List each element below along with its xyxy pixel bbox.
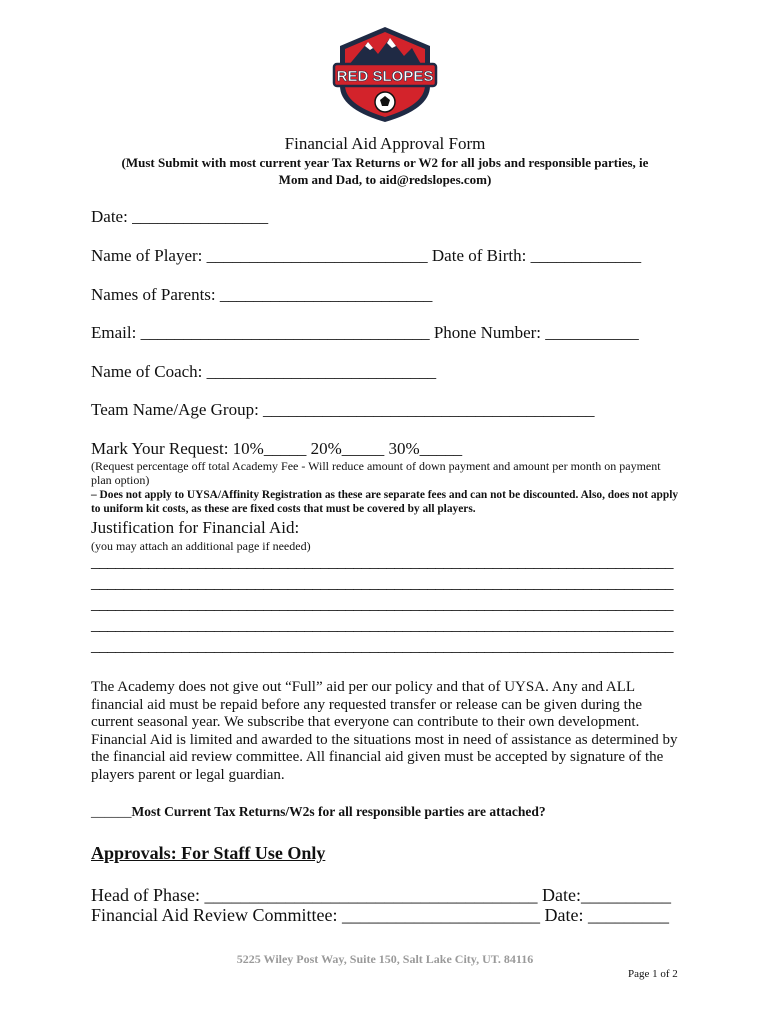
justification-hint: (you may attach an additional page if needed): [91, 539, 311, 553]
coach-field[interactable]: Name of Coach: ___________________________: [91, 362, 437, 381]
page-number: Page 1 of 2: [628, 968, 678, 980]
exclusion-note: – Does not apply to UYSA/Affinity Registration as these are separate fees and can not be discounted. Also, does not apply to uniform kit costs, as these are fixed costs that must be covered by all players.: [91, 489, 679, 515]
team-field[interactable]: Team Name/Age Group: _______________________________________: [91, 400, 595, 419]
request-field[interactable]: Mark Your Request: 10%_____ 20%_____ 30%_____: [91, 439, 463, 458]
justification-line[interactable]: _______________________________________________________________________: [91, 552, 674, 571]
review-committee-field[interactable]: Financial Aid Review Committee: ______________________ Date: _________: [91, 905, 669, 925]
form-subtitle: [90, 154, 680, 188]
request-note: (Request percentage off total Academy Fee - Will reduce amount of down payment and amount per month on payment plan option): [91, 459, 661, 487]
justification-line[interactable]: _______________________________________________________________________: [91, 615, 674, 634]
player-name-field[interactable]: Name of Player: __________________________ Date of Birth: _____________: [91, 246, 642, 265]
justification-line[interactable]: _______________________________________________________________________: [91, 636, 674, 655]
justification-line[interactable]: _______________________________________________________________________: [91, 573, 674, 592]
policy-paragraph: The Academy does not give out “Full” aid per our policy and that of UYSA. Any and ALL financial aid must be repaid before any requested transfer or release can be given during the current seasonal year. We subscribe that everyone can contribute to their own development. Financial Aid is limited and awarded to the situations most in need of assistance as determined by the financial aid review committee. All financial aid given must be accepted by signature of the players parent or legal guardian.: [91, 679, 678, 783]
form-title: Financial Aid Approval Form: [284, 134, 486, 153]
head-of-phase-field[interactable]: Head of Phase: _____________________________________ Date:__________: [91, 885, 671, 905]
parents-field[interactable]: Names of Parents: _________________________: [91, 285, 433, 304]
email-phone-field[interactable]: Email: __________________________________ Phone Number: ___________: [91, 323, 639, 342]
subtitle-line-2: Mom and Dad, to aid@redslopes.com): [278, 172, 492, 187]
tax-return-blank[interactable]: ______: [91, 804, 132, 819]
tax-return-label: Most Current Tax Returns/W2s for all responsible parties are attached?: [131, 804, 546, 819]
subtitle-line-1: (Must Submit with most current year Tax Returns or W2 for all jobs and responsible parties, ie: [121, 155, 649, 170]
red-slopes-logo: [330, 24, 440, 124]
svg-text:RED SLOPES: RED SLOPES: [336, 68, 434, 85]
footer-address: 5225 Wiley Post Way, Suite 150, Salt Lake City, UT. 84116: [236, 952, 534, 966]
justification-line[interactable]: _______________________________________________________________________: [91, 594, 674, 613]
approvals-heading: Approvals: For Staff Use Only: [91, 843, 326, 863]
justification-heading: Justification for Financial Aid:: [91, 518, 300, 537]
tax-return-check: [91, 804, 546, 820]
date-field[interactable]: Date: ________________: [91, 207, 269, 226]
